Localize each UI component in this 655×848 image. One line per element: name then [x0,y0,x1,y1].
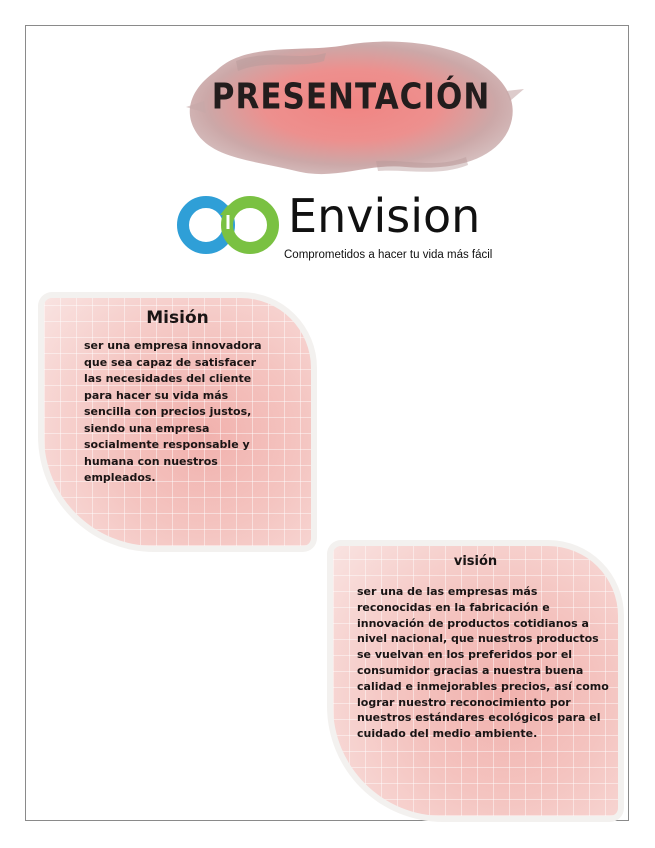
mision-card [44,298,311,546]
mision-title: Misión [146,308,209,328]
brand-tagline: Comprometidos a hacer tu vida más fácil [284,249,493,261]
vision-text: ser una de las empresas más reconocidas en la fabricación e innovación de productos cotidianos a nivel nacional, que nuestros productos se vuelvan en los preferidos por el consumidor gracias a nuestra buena calidad e inmejorables precios, así como lograr nuestro reconocimiento por nuestros estándares ecológicos para el cuidado del medio ambiente. [357,585,609,741]
document-page [25,25,629,821]
vision-title: visión [453,554,498,569]
page-title: PRESENTACIÓN [211,76,491,118]
company-logo [176,181,496,271]
mision-text: ser una empresa innovadora que sea capaz de satisfacer las necesidades del cliente para hacer su vida más sencilla con precios justos, siendo una empresa socialmente responsable y humana con nuestros empleados. [84,339,262,484]
brand-name: Envision [288,189,481,243]
vision-card [333,546,618,816]
title-banner [176,31,526,191]
infinity-logo-icon [176,185,286,265]
